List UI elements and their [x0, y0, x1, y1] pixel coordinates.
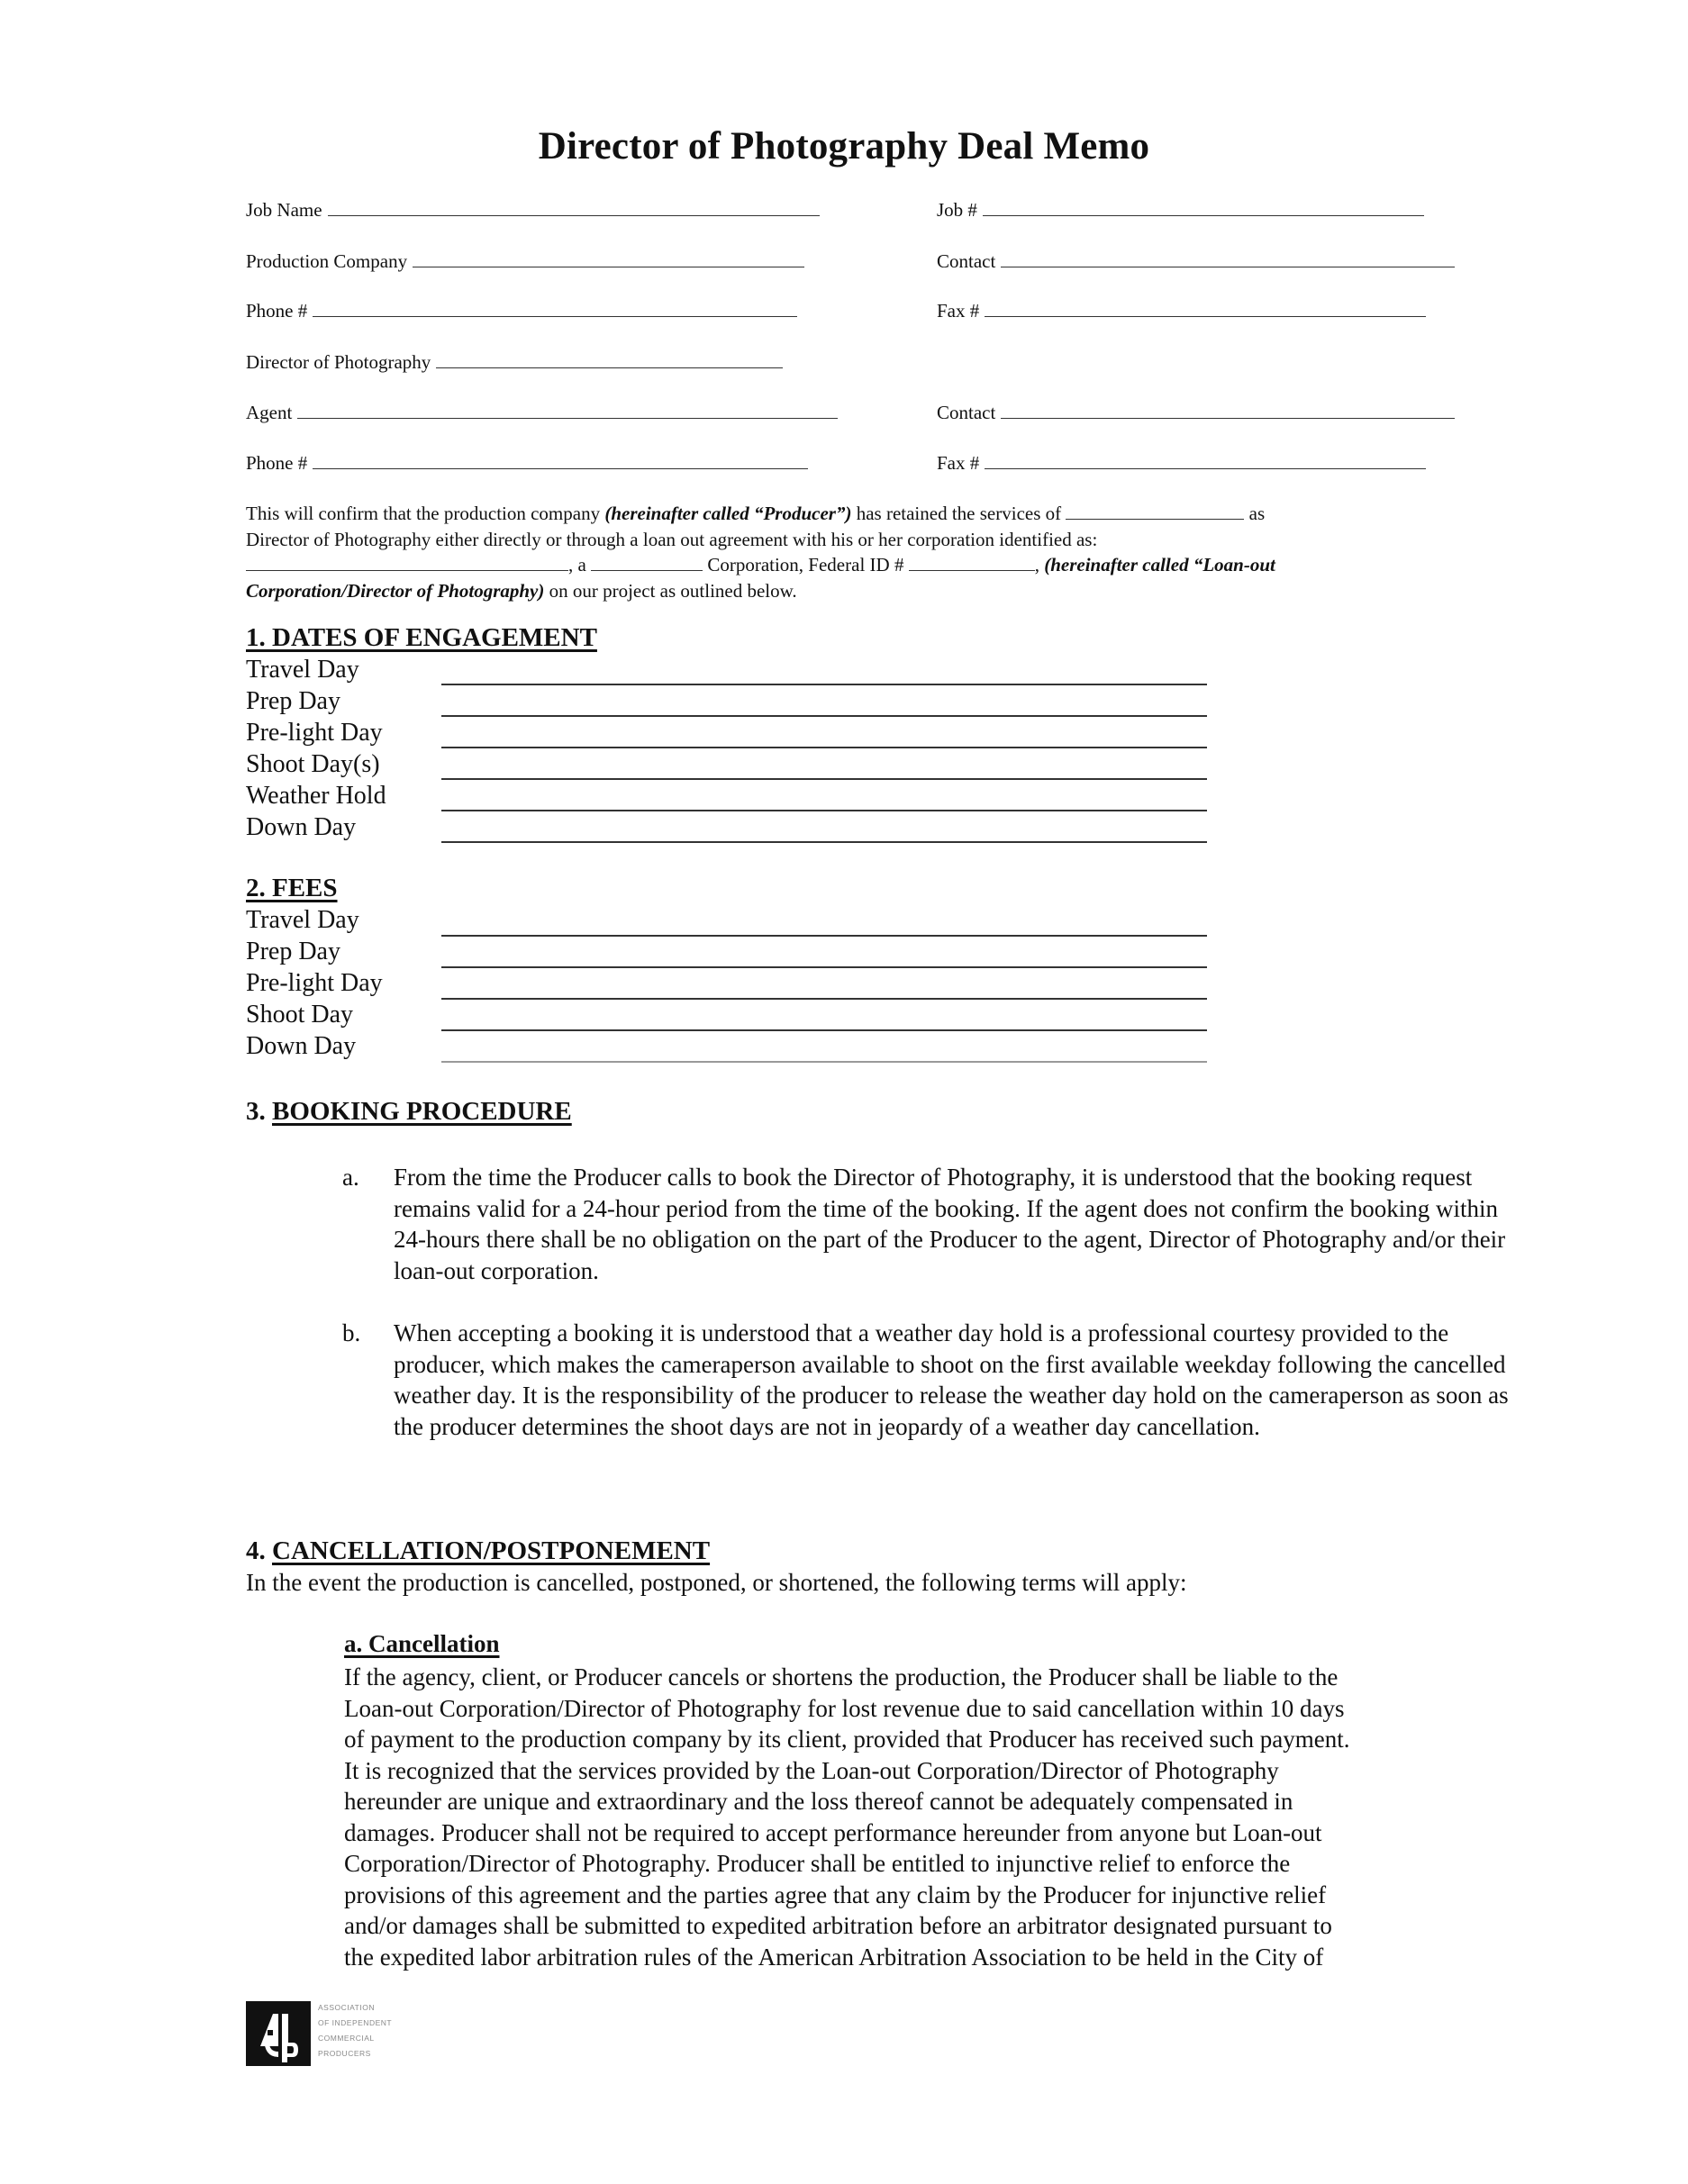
- fax-field[interactable]: [937, 300, 1426, 322]
- fees-travel-day-line[interactable]: [441, 935, 1207, 937]
- job-name-label: Job Name: [246, 199, 322, 221]
- dates-row-label: Weather Hold: [246, 782, 386, 810]
- contact-label: Contact: [937, 250, 996, 272]
- production-company-label: Production Company: [246, 250, 408, 272]
- logo-text-line: PRODUCERS: [318, 2049, 371, 2058]
- page-title: Director of Photography Deal Memo: [538, 125, 1150, 168]
- director-of-photography-field[interactable]: [246, 351, 783, 373]
- booking-item-a-text: From the time the Producer calls to book the Director of Photography, it is understood that the booking request remains valid for a 24-hour period from the time of the booking. If the agent does not confirm the booking within 24-hours there shall be no obligation on the part of the Producer to the agent, Director of Photography and/or their loan-out corporation.: [394, 1164, 1506, 1284]
- dates-weather-hold-line[interactable]: [441, 810, 1207, 811]
- logo-text-line: OF INDEPENDENT: [318, 2018, 393, 2027]
- agent-label: Agent: [246, 402, 293, 423]
- cancellation-subheading: a. Cancellation: [344, 1630, 500, 1657]
- agent-contact-input-line[interactable]: [1001, 402, 1455, 419]
- body-line: the expedited labor arbitration rules of the American Arbitration Association to be held in the City of: [344, 1943, 1324, 1971]
- fax-input-line[interactable]: [985, 300, 1426, 317]
- fees-row-label: Pre-light Day: [246, 969, 383, 997]
- logo-text-line: ASSOCIATION: [318, 2003, 375, 2012]
- production-company-input-line[interactable]: [413, 250, 804, 267]
- dates-row-label: Pre-light Day: [246, 719, 383, 747]
- agent-field[interactable]: [246, 402, 838, 423]
- aicp-logo-icon: [246, 2001, 311, 2066]
- agent-contact-field[interactable]: [937, 402, 1455, 423]
- fees-shoot-day-line[interactable]: [441, 1029, 1207, 1031]
- agent-phone-label: Phone #: [246, 452, 308, 474]
- aicp-logo: [246, 2001, 413, 2070]
- director-of-photography-label: Director of Photography: [246, 351, 431, 373]
- dates-shoot-days-line[interactable]: [441, 778, 1207, 780]
- director-of-photography-input-line[interactable]: [436, 351, 783, 368]
- agent-contact-label: Contact: [937, 402, 996, 423]
- federal-id-blank[interactable]: [909, 556, 1035, 571]
- agent-phone-field[interactable]: [246, 452, 808, 474]
- job-number-field[interactable]: [937, 199, 1424, 221]
- body-line: and/or damages shall be submitted to expedited arbitration before an arbitrator designated pursuant to: [344, 1912, 1332, 1939]
- fees-down-day-line[interactable]: [441, 1061, 1207, 1063]
- agent-input-line[interactable]: [297, 402, 838, 419]
- section-fees-heading: 2. FEES: [246, 874, 338, 902]
- booking-item-letter: a.: [342, 1164, 359, 1191]
- dp-name-blank[interactable]: [1066, 504, 1244, 520]
- fees-prelight-day-line[interactable]: [441, 998, 1207, 1000]
- intro-line-1: This will confirm that the production company (hereinafter called “Producer”) has retained the services of as: [246, 503, 1266, 524]
- body-line: It is recognized that the services provided by the Loan-out Corporation/Director of Photography: [344, 1756, 1279, 1784]
- corp-state-blank[interactable]: [591, 556, 703, 571]
- fees-row-label: Down Day: [246, 1032, 357, 1060]
- body-line: hereunder are unique and extraordinary and the loss thereof cannot be adequately compensated in: [344, 1788, 1293, 1815]
- job-name-input-line[interactable]: [328, 199, 820, 216]
- booking-item-letter: b.: [342, 1319, 361, 1346]
- body-line: provisions of this agreement and the parties agree that any claim by the Producer for injunctive relief: [344, 1880, 1327, 1908]
- fees-row-label: Travel Day: [246, 906, 359, 934]
- job-number-label: Job #: [937, 199, 977, 221]
- section-dates-heading: 1. DATES OF ENGAGEMENT: [246, 623, 597, 652]
- agent-fax-field[interactable]: [937, 452, 1426, 474]
- dates-row-label: Prep Day: [246, 687, 340, 715]
- phone-input-line[interactable]: [313, 300, 797, 317]
- section-cancellation-heading: 4. CANCELLATION/POSTPONEMENT: [246, 1536, 711, 1565]
- loanout-corp-name-blank[interactable]: [246, 556, 568, 571]
- job-number-input-line[interactable]: [983, 199, 1424, 216]
- section-booking-heading: 3. BOOKING PROCEDURE: [246, 1097, 572, 1126]
- intro-line-4: Corporation/Director of Photography) on our project as outlined below.: [246, 579, 797, 602]
- cancellation-intro: In the event the production is cancelled, postponed, or shortened, the following terms will apply:: [246, 1569, 1187, 1596]
- body-line: If the agency, client, or Producer cancels or shortens the production, the Producer shall be liable to the: [344, 1663, 1339, 1690]
- agent-phone-input-line[interactable]: [313, 452, 808, 469]
- dates-down-day-line[interactable]: [441, 841, 1207, 843]
- dates-prelight-day-line[interactable]: [441, 747, 1207, 748]
- body-line: Corporation/Director of Photography. Producer shall be entitled to injunctive relief to enforce the: [344, 1850, 1291, 1877]
- phone-field[interactable]: [246, 300, 797, 322]
- agent-fax-input-line[interactable]: [985, 452, 1426, 469]
- fees-row-label: Shoot Day: [246, 1001, 353, 1029]
- fees-row-label: Prep Day: [246, 938, 340, 965]
- dates-prep-day-line[interactable]: [441, 715, 1207, 717]
- booking-item-b-text: When accepting a booking it is understood that a weather day hold is a professional courtesy provided to the producer, which makes the cameraperson available to shoot on the first available weekday following the cancelled weather day. It is the responsibility of the producer to release the weather day hold on the cameraperson as soon as the producer determines the shoot days are not in jeopardy of a weather day cancellation.: [394, 1319, 1509, 1440]
- cancellation-body: [344, 1662, 1349, 1972]
- production-company-field[interactable]: [246, 250, 804, 272]
- intro-line-3: , a Corporation, Federal ID # , (hereinafter called “Loan-out: [246, 552, 1408, 578]
- intro-line-2: Director of Photography either directly or through a loan out agreement with his or her corporation identified as:: [246, 528, 1098, 550]
- intro-paragraph: [246, 501, 1408, 603]
- body-line: Loan-out Corporation/Director of Photography for lost revenue due to said cancellation within 10 days: [344, 1694, 1345, 1722]
- dates-row-label: Shoot Day(s): [246, 750, 380, 778]
- body-line: damages. Producer shall not be required to accept performance hereunder from anyone but Loan-out: [344, 1818, 1322, 1846]
- dates-travel-day-line[interactable]: [441, 684, 1207, 685]
- contact-field[interactable]: [937, 250, 1455, 272]
- dates-row-label: Down Day: [246, 813, 357, 841]
- phone-label: Phone #: [246, 300, 308, 322]
- dates-row-label: Travel Day: [246, 656, 359, 684]
- fax-label: Fax #: [937, 300, 980, 322]
- logo-text-line: COMMERCIAL: [318, 2034, 375, 2043]
- job-name-field[interactable]: [246, 199, 820, 221]
- contact-input-line[interactable]: [1001, 250, 1455, 267]
- agent-fax-label: Fax #: [937, 452, 980, 474]
- fees-prep-day-line[interactable]: [441, 966, 1207, 968]
- body-line: of payment to the production company by its client, provided that Producer has received such payment.: [344, 1726, 1350, 1753]
